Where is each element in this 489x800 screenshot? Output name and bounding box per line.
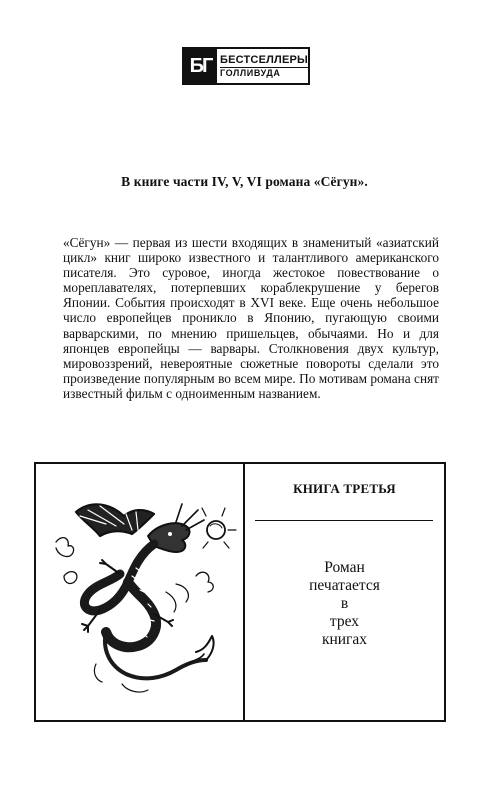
logo-line-2: ГОЛЛИВУДА — [220, 67, 281, 78]
book-label: КНИГА ТРЕТЬЯ — [293, 481, 396, 496]
publisher-logo — [182, 47, 310, 85]
divider — [255, 520, 433, 521]
logo-text — [217, 49, 308, 83]
novel-note — [245, 559, 444, 649]
bottom-panel — [34, 462, 446, 722]
dragon-icon — [36, 464, 241, 720]
book-description — [63, 235, 439, 401]
note-line: печатается — [309, 577, 380, 594]
note-line: Роман — [324, 559, 365, 576]
note-line: в — [340, 595, 349, 612]
note-line: трех — [329, 613, 360, 630]
note-line: книгах — [321, 631, 368, 648]
description-paragraph: «Сёгун» — первая из шести входящих в знаменитый «азиатский цикл» книг широко известного и талантливого американского писателя. Это суровое, иногда жестокое повествование о мореплавателях, потерпевших кораблекрушение у берегов Японии. События происходят в XVI веке. Еще очень небольшое число европейцев проникло в Японию, пугающую своими варварскими, по мнению пришельцев, обычаями. Но и для японцев европейцы — варвары. Столкновения двух культур, мировоззрений, невероятные сюжетные повороты сделали это произведение популярным во всем мире. По мотивам романа снят известный фильм с одноименным названием. — [63, 235, 439, 401]
edition-note: В книге части IV, V, VI романа «Сёгун». — [121, 174, 368, 189]
book-info-box — [245, 464, 444, 720]
illustration-box — [36, 464, 245, 720]
logo-mark: БГ — [184, 49, 217, 83]
logo-line-1: БЕСТСЕЛЛЕРЫ — [220, 53, 308, 66]
